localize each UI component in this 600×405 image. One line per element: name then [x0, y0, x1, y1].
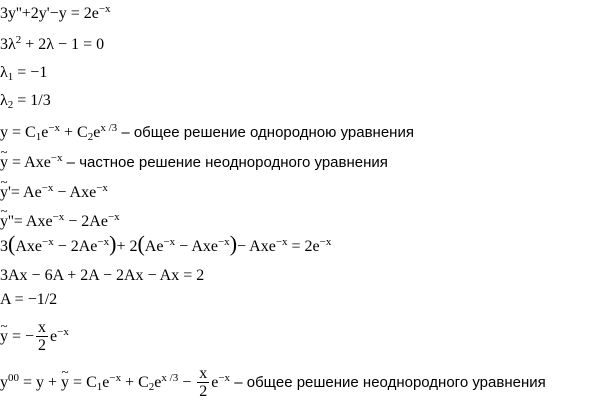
substitution: $3(Axe^{-x} - 2Ae^{-x})+ 2(Ae^{-x} - Axe^{-x})- Axe^{-x} = 2e^{-x}$	[0, 231, 332, 256]
simplification: 3Ax − 6A + 2A − 2Ax − Ax = 2	[0, 267, 205, 284]
particular-solution: ~ y = − $\frac{x}{2}$ $e^{-x}$	[0, 320, 69, 355]
homogeneous-general-solution: $y = C_1e^{-x} + C_2e^{x /3}$ – общее решение однородною уравнения	[0, 121, 414, 144]
particular-solution-form: ~ y = Axe$^{-x}$ – частное решение неоднородного уравнения	[0, 153, 388, 173]
root-lambda-1: $\lambda_1 = -1$	[0, 64, 48, 84]
second-derivative: ~ $y''= Axe^{-x} - 2Ae^{-x}$	[0, 212, 120, 232]
first-derivative: ~ $y'= Ae^{-x} - Axe^{-x}$	[0, 183, 108, 203]
root-lambda-2: $\lambda_2 = 1/3$	[0, 92, 51, 112]
fraction-x-over-2: $\frac{x}{2}$	[38, 319, 47, 354]
homogeneous-caption: – общее решение однородною уравнения	[117, 124, 414, 141]
final-general-solution: $y^{00} = y$ + ~ $y = C_1e^{-x} + C_2e^{x /3}$ − $\frac{x}{2}$ $e^{-x}$ – общее решение неоднородного уравнения	[0, 366, 546, 401]
fraction-x-over-2-final: $\frac{x}{2}$	[199, 365, 208, 400]
equation-differential: $3y''+2y'-y = 2e^{-x}$	[0, 2, 111, 22]
particular-caption: – частное решение неоднородного уравнения	[62, 154, 388, 171]
coefficient-a: A = −1/2	[0, 291, 58, 308]
final-caption: – общее решение неоднородного уравнения	[230, 374, 546, 392]
equation-characteristic: $3\lambda^2 + 2\lambda - 1 = 0$	[0, 33, 105, 53]
